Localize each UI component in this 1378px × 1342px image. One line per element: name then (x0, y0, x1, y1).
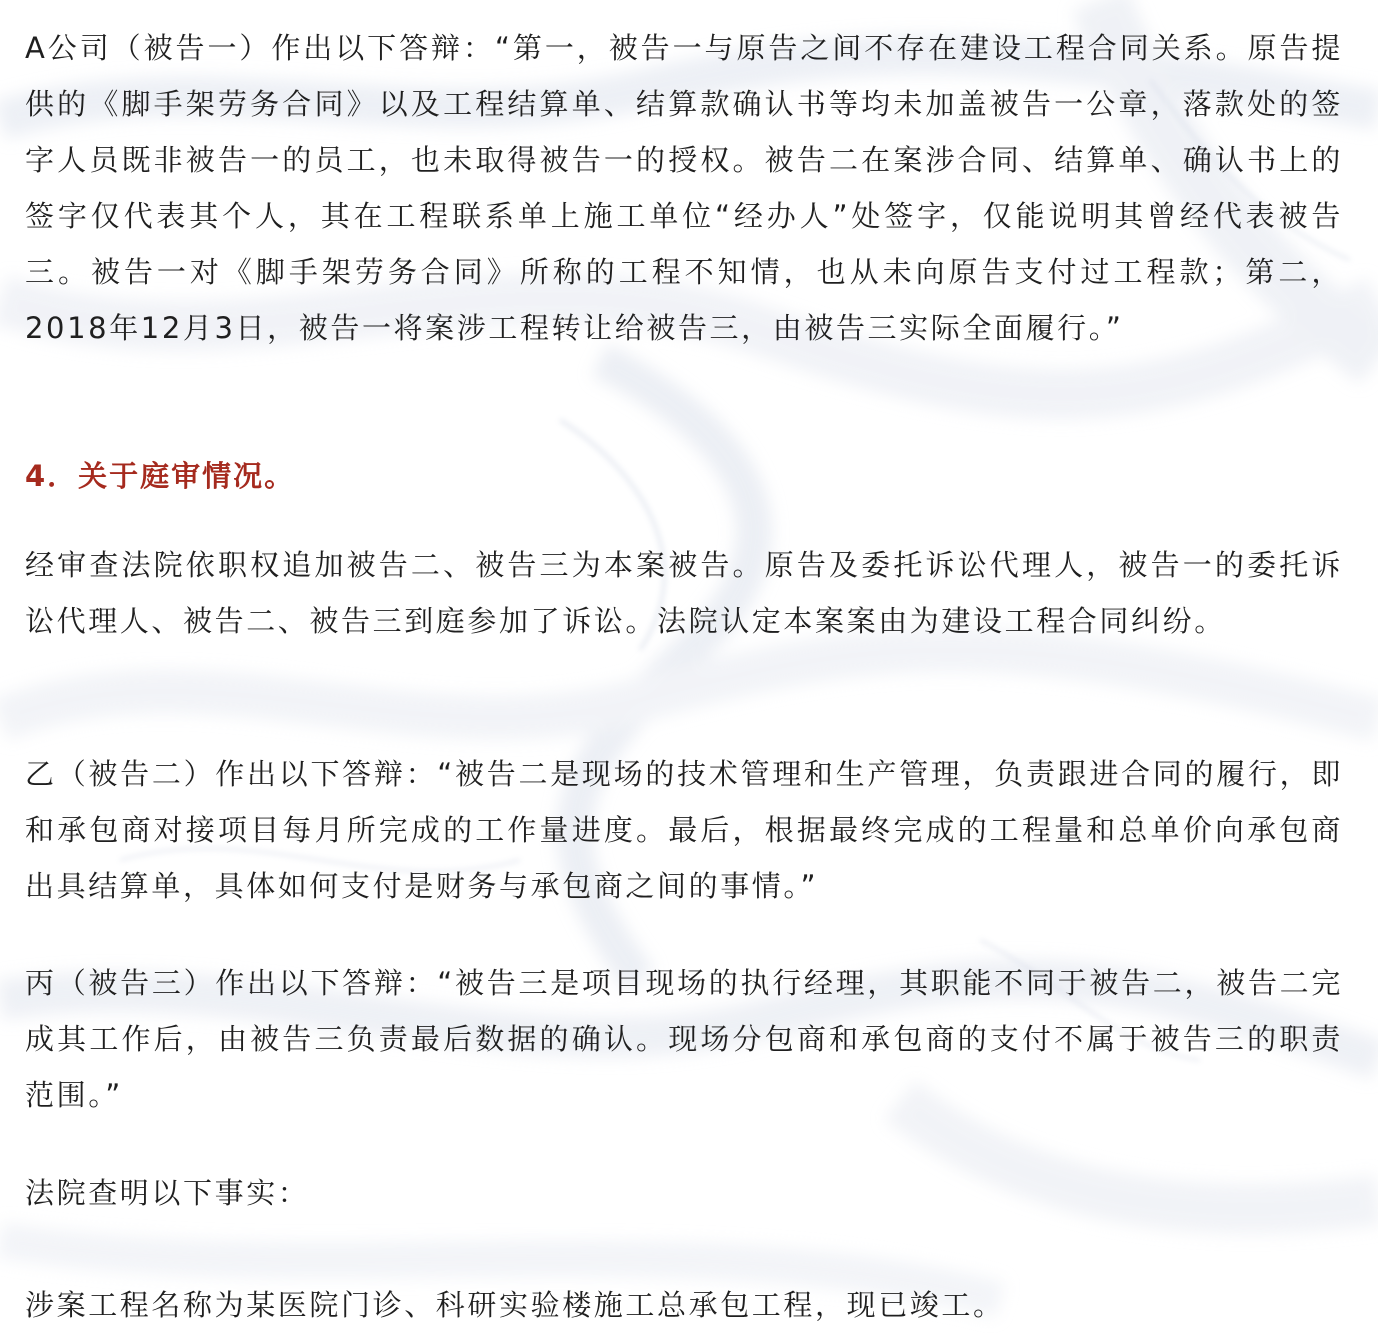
paragraph-court-review: 经审查法院依职权追加被告二、被告三为本案被告。原告及委托诉讼代理人，被告一的委托诉讼代理人、被告二、被告三到庭参加了诉讼。法院认定本案案由为建设工程合同纠纷。 (25, 548, 1343, 638)
paragraph-defendant-three-defense: 丙（被告三）作出以下答辩：“被告三是项目现场的执行经理，其职能不同于被告二，被告二完成其工作后，由被告三负责最后数据的确认。现场分包商和承包商的支付不属于被告三的职责范围。” (25, 966, 1343, 1112)
section-heading-trial: 4．关于庭审情况。 (25, 459, 296, 493)
paragraph-facts-intro: 法院查明以下事实： (25, 1176, 310, 1210)
article-body (25, 20, 1343, 1322)
paragraph-defendant-two-defense: 乙（被告二）作出以下答辩：“被告二是现场的技术管理和生产管理，负责跟进合同的履行，即和承包商对接项目每月所完成的工作量进度。最后，根据最终完成的工程量和总单价向承包商出具结算单，具体如何支付是财务与承包商之间的事情。” (25, 757, 1343, 903)
paragraph-defendant-one-defense: A公司（被告一）作出以下答辩：“第一，被告一与原告之间不存在建设工程合同关系。原告提供的《脚手架劳务合同》以及工程结算单、结算款确认书等均未加盖被告一公章，落款处的签字人员既非被告一的员工，也未取得被告一的授权。被告二在案涉合同、结算单、确认书上的签字仅代表其个人，其在工程联系单上施工单位“经办人”处签字，仅能说明其曾经代表被告三。被告一对《脚手架劳务合同》所称的工程不知情，也从未向原告支付过工程款；第二，2018年12月3日，被告一将案涉工程转让给被告三，由被告三实际全面履行。” (25, 31, 1343, 345)
paragraph-project-name: 涉案工程名称为某医院门诊、科研实验楼施工总承包工程，现已竣工。 (25, 1288, 1005, 1322)
